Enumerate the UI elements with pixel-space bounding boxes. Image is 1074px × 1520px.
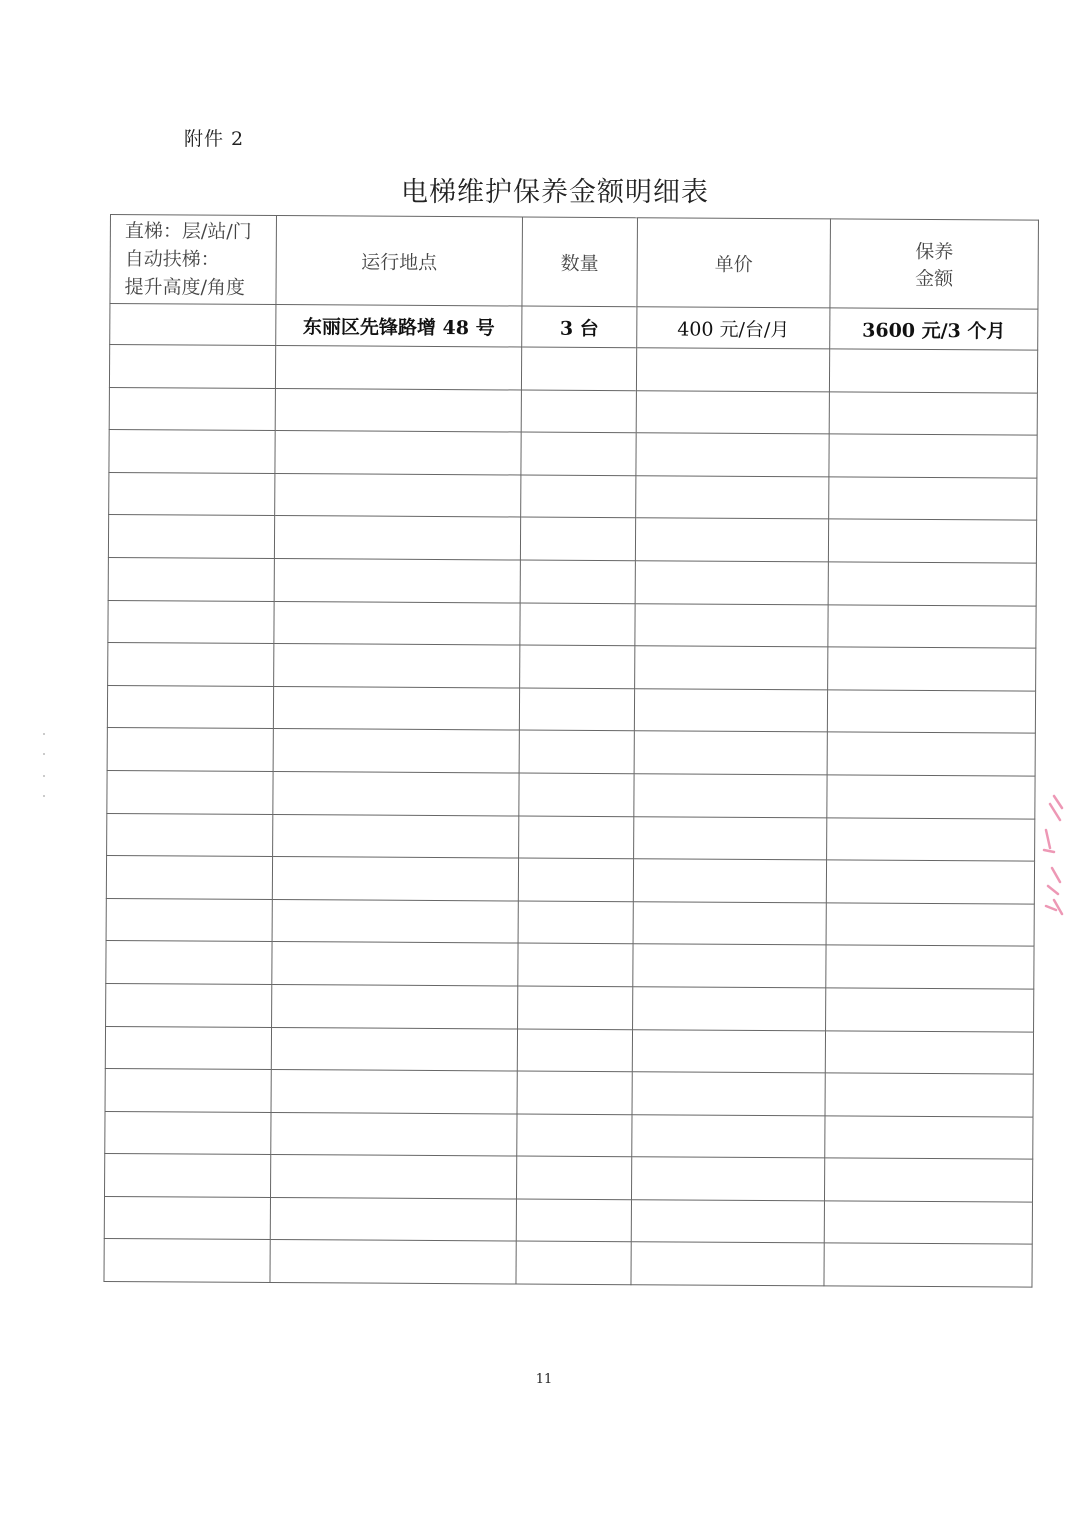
table-row-empty	[107, 813, 1035, 861]
table-cell-empty	[105, 1026, 271, 1070]
table-cell-empty	[824, 1158, 1032, 1202]
table-cell-empty	[826, 988, 1034, 1032]
header-quantity: 数量	[522, 217, 638, 307]
table-cell-empty	[109, 430, 275, 474]
table-cell-empty	[107, 813, 273, 857]
table-cell-empty	[107, 770, 273, 814]
table-row-empty	[108, 557, 1036, 605]
table-row-empty	[104, 1239, 1032, 1287]
table-cell-empty	[104, 1154, 270, 1198]
table-cell-empty	[273, 686, 519, 730]
maintenance-detail-table	[103, 214, 1039, 1288]
red-seal-stamp-fragment	[1040, 790, 1074, 920]
table-cell-empty	[272, 857, 518, 901]
table-cell-empty	[825, 1116, 1033, 1160]
table-cell-empty	[516, 1156, 631, 1199]
table-cell-empty	[519, 688, 634, 731]
cell-spec	[110, 304, 276, 346]
table-cell-empty	[521, 347, 636, 390]
table-cell-empty	[635, 561, 828, 605]
table-cell-empty	[518, 986, 633, 1029]
table-cell-empty	[516, 1241, 631, 1284]
header-amount-line: 金额	[915, 267, 954, 291]
table-cell-empty	[636, 348, 829, 392]
table-cell-empty	[518, 943, 633, 986]
table-cell-empty	[274, 644, 520, 688]
table-cell-empty	[273, 814, 519, 858]
table-cell-empty	[275, 473, 521, 517]
table-cell-empty	[634, 774, 827, 818]
table-cell-empty	[271, 1070, 517, 1114]
page-number: 11	[535, 1372, 553, 1387]
table-row-empty	[105, 1069, 1033, 1117]
table-cell-empty	[520, 603, 635, 646]
table-cell-empty	[521, 390, 636, 433]
table-cell-empty	[828, 519, 1036, 563]
table-cell-empty	[273, 771, 519, 815]
table-cell-empty	[827, 817, 1035, 861]
table-row-empty	[104, 1154, 1032, 1202]
table-cell-empty	[105, 1111, 271, 1155]
attachment-label: 附件 2	[184, 128, 245, 150]
table-cell-empty	[634, 688, 827, 732]
table-row-empty	[105, 1111, 1033, 1159]
table-cell-empty	[636, 475, 829, 519]
table-cell-empty	[274, 516, 520, 560]
table-row-empty	[108, 643, 1036, 691]
header-spec-line: 自动扶梯：	[124, 248, 220, 271]
table-cell-empty	[636, 433, 829, 477]
table-row-empty	[108, 515, 1036, 563]
table-cell-empty	[108, 515, 274, 559]
table-cell-empty	[633, 859, 826, 903]
table-row	[110, 304, 1038, 351]
table-cell-empty	[826, 860, 1034, 904]
table-cell-empty	[109, 387, 275, 431]
table-cell-empty	[107, 728, 273, 772]
table-cell-empty	[108, 557, 274, 601]
table-cell-empty	[631, 1242, 824, 1286]
table-cell-empty	[829, 434, 1037, 478]
table-cell-empty	[635, 646, 828, 690]
header-spec-line: 直梯：层/站/门	[124, 220, 252, 243]
table-cell-empty	[634, 816, 827, 860]
table-cell-empty	[107, 685, 273, 729]
table-cell-empty	[828, 604, 1036, 648]
table-row-empty	[108, 600, 1036, 648]
table-cell-empty	[520, 645, 635, 688]
table-cell-empty	[636, 390, 829, 434]
header-amount	[830, 219, 1039, 309]
table-cell-empty	[275, 431, 521, 475]
header-unit-price: 单价	[637, 218, 831, 308]
table-cell-empty	[518, 901, 633, 944]
table-cell-empty	[270, 1240, 516, 1284]
table-cell-empty	[518, 858, 633, 901]
table-cell-empty	[106, 983, 272, 1027]
table-cell-empty	[632, 1114, 825, 1158]
table-row-empty	[104, 1196, 1032, 1244]
table-cell-empty	[517, 1029, 632, 1072]
table-cell-empty	[824, 1243, 1032, 1287]
table-cell-empty	[633, 901, 826, 945]
table-cell-empty	[272, 942, 518, 986]
table-cell-empty	[275, 388, 521, 432]
document-title: 电梯维护保养金额明细表	[401, 177, 709, 208]
table-cell-empty	[824, 1201, 1032, 1245]
table-row-empty	[109, 472, 1037, 520]
table-cell-empty	[520, 517, 635, 560]
table-cell-empty	[106, 941, 272, 985]
header-location: 运行地点	[276, 216, 523, 307]
table-cell-empty	[270, 1197, 516, 1241]
table-row-empty	[106, 983, 1034, 1031]
table-cell-empty	[635, 518, 828, 562]
table-row-empty	[106, 898, 1034, 946]
table-cell-empty	[635, 603, 828, 647]
table-cell-empty	[272, 899, 518, 943]
table-cell-empty	[828, 562, 1036, 606]
header-spec-line: 提升高度/角度	[124, 276, 246, 299]
table-cell-empty	[826, 945, 1034, 989]
table-row-empty	[109, 430, 1037, 478]
table-cell-empty	[520, 560, 635, 603]
cell-location: 东丽区先锋路增 48 号	[276, 305, 522, 348]
table-cell-empty	[516, 1199, 631, 1242]
table-cell-empty	[108, 643, 274, 687]
table-cell-empty	[828, 647, 1036, 691]
table-cell-empty	[825, 1073, 1033, 1117]
table-row-empty	[109, 387, 1037, 435]
table-cell-empty	[521, 475, 636, 518]
table-cell-empty	[106, 898, 272, 942]
table-cell-empty	[517, 1071, 632, 1114]
table-cell-empty	[827, 732, 1035, 776]
table-cell-empty	[631, 1200, 824, 1244]
table-cell-empty	[272, 984, 518, 1028]
table-cell-empty	[106, 856, 272, 900]
table-header-row	[110, 215, 1039, 310]
scan-speck-marks	[40, 730, 50, 810]
table-cell-empty	[275, 346, 521, 390]
table-cell-empty	[826, 903, 1034, 947]
table-cell-empty	[274, 601, 520, 645]
header-spec	[110, 215, 277, 305]
table-cell-empty	[105, 1069, 271, 1113]
table-row-empty	[107, 728, 1035, 776]
table-cell-empty	[829, 477, 1037, 521]
table-cell-empty	[633, 944, 826, 988]
table-row-empty	[107, 685, 1035, 733]
table-row-empty	[106, 856, 1034, 904]
header-amount-line: 保养	[915, 240, 954, 264]
table-cell-empty	[274, 558, 520, 602]
table-cell-empty	[104, 1239, 270, 1283]
table-cell-empty	[108, 600, 274, 644]
table-cell-empty	[827, 690, 1035, 734]
table-cell-empty	[634, 731, 827, 775]
table-cell-empty	[632, 1072, 825, 1116]
table-cell-empty	[521, 432, 636, 475]
table-cell-empty	[829, 391, 1037, 435]
table-row-empty	[105, 1026, 1033, 1074]
table-cell-empty	[270, 1155, 516, 1199]
table-cell-empty	[109, 345, 275, 389]
table-cell-empty	[825, 1030, 1033, 1074]
table-cell-empty	[519, 730, 634, 773]
table-cell-empty	[631, 1157, 824, 1201]
table-cell-empty	[633, 987, 826, 1031]
detail-table-container	[103, 214, 1038, 1288]
table-cell-empty	[827, 775, 1035, 819]
table-cell-empty	[109, 472, 275, 516]
table-cell-empty	[104, 1196, 270, 1240]
table-cell-empty	[271, 1112, 517, 1156]
table-row-empty	[109, 345, 1037, 393]
cell-amount: 3600 元/3 个月	[830, 308, 1038, 350]
table-cell-empty	[519, 816, 634, 859]
table-row-empty	[106, 941, 1034, 989]
cell-quantity: 3 台	[522, 306, 637, 348]
table-cell-empty	[273, 729, 519, 773]
table-cell-empty	[517, 1114, 632, 1157]
table-cell-empty	[519, 773, 634, 816]
table-cell-empty	[829, 349, 1037, 393]
table-row-empty	[107, 770, 1035, 818]
cell-unit-price: 400 元/台/月	[637, 307, 830, 349]
table-cell-empty	[271, 1027, 517, 1071]
table-cell-empty	[632, 1029, 825, 1073]
